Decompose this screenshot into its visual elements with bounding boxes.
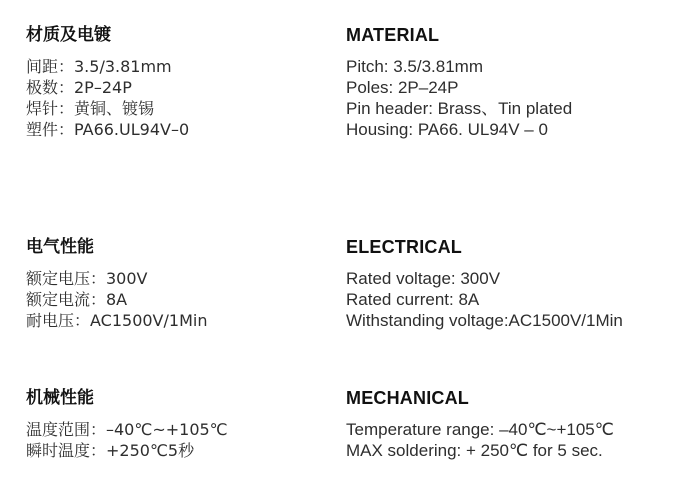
- english-mechanical-soldering: MAX soldering: + 250℃ for 5 sec.: [346, 441, 603, 460]
- chinese-mechanical-soldering: 瞬时温度：+250℃5秒: [26, 441, 195, 460]
- chinese-material-poles: 极数：2P–24P: [26, 78, 132, 97]
- chinese-material-pin: 焊针：黄铜、镀锡: [26, 99, 155, 118]
- english-material-housing: Housing: PA66. UL94V – 0: [346, 120, 548, 139]
- chinese-mechanical-section: [26, 387, 228, 461]
- chinese-material-housing: 塑件：PA66.UL94V–0: [26, 120, 190, 139]
- chinese-electrical-heading: 电气性能: [26, 237, 94, 257]
- chinese-electrical-section: [26, 236, 207, 331]
- english-electrical-heading: ELECTRICAL: [346, 237, 462, 257]
- english-material-pin: Pin header: Brass、Tin plated: [346, 99, 573, 118]
- english-mechanical-temp-range: Temperature range: –40℃~+105℃: [346, 420, 614, 439]
- english-material-heading: MATERIAL: [346, 25, 440, 45]
- english-mechanical-heading: MECHANICAL: [346, 388, 469, 408]
- english-electrical-withstand: Withstanding voltage:AC1500V/1Min: [346, 311, 623, 330]
- english-electrical-current: Rated current: 8A: [346, 290, 480, 309]
- chinese-electrical-voltage: 额定电压：300V: [26, 269, 148, 288]
- chinese-electrical-withstand: 耐电压：AC1500V/1Min: [26, 311, 208, 330]
- english-material-poles: Poles: 2P–24P: [346, 78, 459, 97]
- english-electrical-voltage: Rated voltage: 300V: [346, 269, 501, 288]
- chinese-mechanical-heading: 机械性能: [26, 388, 94, 408]
- chinese-material-heading: 材质及电镀: [26, 25, 111, 45]
- chinese-material-pitch: 间距：3.5/3.81mm: [26, 57, 172, 76]
- english-mechanical-section: [346, 387, 614, 461]
- chinese-mechanical-temp-range: 温度范围：–40℃~+105℃: [26, 420, 228, 439]
- english-material-section: [346, 24, 572, 140]
- english-material-pitch: Pitch: 3.5/3.81mm: [346, 57, 484, 76]
- chinese-material-section: [26, 24, 189, 140]
- chinese-electrical-current: 额定电流：8A: [26, 290, 128, 309]
- english-electrical-section: [346, 236, 623, 331]
